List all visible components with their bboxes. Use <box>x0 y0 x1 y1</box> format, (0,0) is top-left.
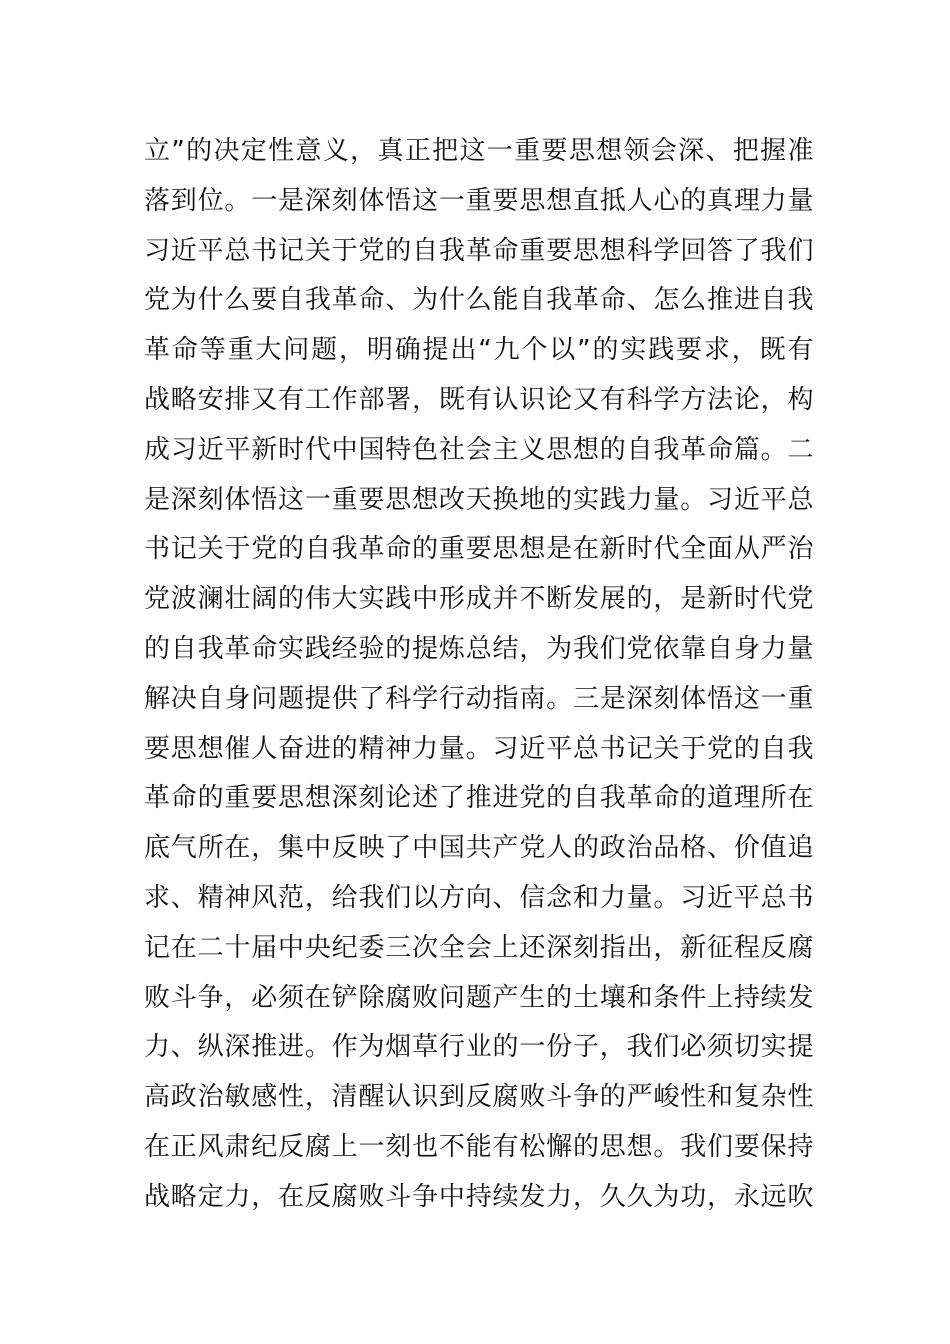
text-line: 在正风肃纪反腐上一刻也不能有松懈的思想。我们要保持 <box>144 1131 814 1162</box>
text-line: 求、精神风范，给我们以方向、信念和力量。习近平总书 <box>144 882 814 913</box>
text-line: 解决自身问题提供了科学行动指南。三是深刻体悟这一重 <box>144 683 814 714</box>
text-line: 党波澜壮阔的伟大实践中形成并不断发展的，是新时代党 <box>144 584 814 615</box>
text-line: 革命的重要思想深刻论述了推进党的自我革命的道理所在 <box>144 783 814 814</box>
text-line: 党为什么要自我革命、为什么能自我革命、怎么推进自我 <box>144 285 814 316</box>
body-text <box>144 127 814 1223</box>
text-line: 的自我革命实践经验的提炼总结，为我们党依靠自身力量 <box>144 633 814 664</box>
text-line: 习近平总书记关于党的自我革命重要思想科学回答了我们 <box>144 235 814 266</box>
text-line: 败斗争，必须在铲除腐败问题产生的土壤和条件上持续发 <box>144 982 814 1013</box>
text-line: 力、纵深推进。作为烟草行业的一份子，我们必须切实提 <box>144 1032 814 1063</box>
text-line: 战略定力，在反腐败斗争中持续发力，久久为功，永远吹 <box>144 1181 814 1212</box>
text-line: 要思想催人奋进的精神力量。习近平总书记关于党的自我 <box>144 733 814 764</box>
text-line: 是深刻体悟这一重要思想改天换地的实践力量。习近平总 <box>144 484 814 515</box>
text-line: 书记关于党的自我革命的重要思想是在新时代全面从严治 <box>144 534 814 565</box>
text-line: 底气所在，集中反映了中国共产党人的政治品格、价值追 <box>144 833 814 864</box>
text-line: 记在二十届中央纪委三次全会上还深刻指出，新征程反腐 <box>144 932 814 963</box>
text-line: 落到位。一是深刻体悟这一重要思想直抵人心的真理力量 <box>144 185 814 216</box>
text-line: 高政治敏感性，清醒认识到反腐败斗争的严峻性和复杂性 <box>144 1082 814 1113</box>
text-line: 成习近平新时代中国特色社会主义思想的自我革命篇。二 <box>144 434 814 465</box>
text-line: 革命等重大问题，明确提出“九个以”的实践要求，既有 <box>144 335 814 366</box>
text-line: 立”的决定性意义，真正把这一重要思想领会深、把握准 <box>144 136 814 166</box>
text-line: 战略安排又有工作部署，既有认识论又有科学方法论，构 <box>144 384 814 415</box>
